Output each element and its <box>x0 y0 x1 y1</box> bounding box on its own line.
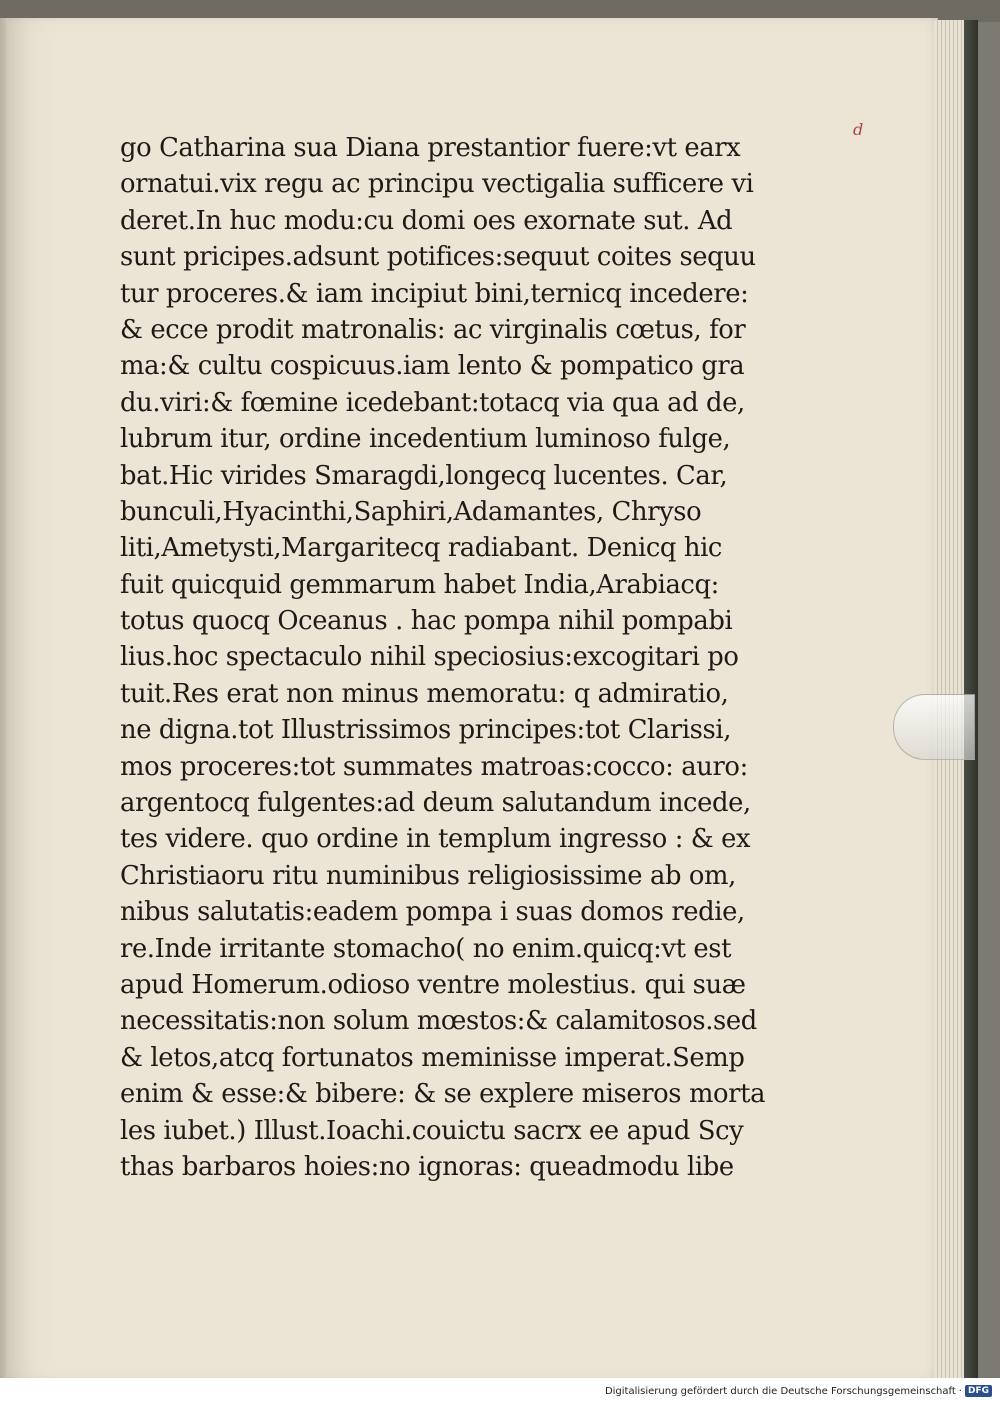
credit-separator: · <box>958 1385 962 1397</box>
text-line: apud Homerum.odioso ventre molestius. qui suæ <box>120 969 746 1000</box>
text-line: & letos,atcq fortunatos meminisse imperat.Semp <box>120 1042 745 1073</box>
text-line: necessitatis:non solum mœstos:& calamitosos.sed <box>120 1006 757 1037</box>
text-line: go Catharina sua Diana prestantior fuere:vt earx <box>120 133 741 163</box>
text-line: Christiaoru ritu numinibus religiosissime ab om, <box>120 860 736 891</box>
text-line: sunt pricipes.adsunt potifices:sequut coites sequu <box>120 242 756 273</box>
text-line: ma:& cultu cospicuus.iam lento & pompatico gra <box>120 351 745 382</box>
text-line: ornatui.vix regu ac principu vectigalia sufficere vi <box>120 169 754 200</box>
text-line: tes videre. quo ordine in templum ingresso : & ex <box>120 824 751 855</box>
text-line: lubrum itur, ordine incedentium luminoso fulge, <box>120 424 731 455</box>
text-line: ne digna.tot Illustrissimos principes:tot Clarissi, <box>120 715 732 746</box>
text-line: lius.hoc spectaculo nihil speciosius:excogitari po <box>120 642 739 673</box>
text-line: fuit quicquid gemmarum habet India,Arabiacq: <box>120 569 719 600</box>
text-line: du.viri:& fœmine icedebant:totacq via qua ad de, <box>120 387 745 418</box>
text-line: tuit.Res erat non minus memoratu: q admiratio, <box>120 678 729 709</box>
text-line: tur proceres.& iam incipiut bini,ternicq incedere: <box>120 278 749 309</box>
text-line: deret.In huc modu:cu domi oes exornate sut. Ad <box>120 205 733 236</box>
glass-page-weight <box>893 694 975 760</box>
text-line: thas barbaros hoies:no ignoras: queadmodu libe <box>120 1151 734 1182</box>
credit-text: Digitalisierung gefördert durch die Deutsche Forschungsgemeinschaft <box>604 1385 956 1397</box>
text-line: bat.Hic virides Smaragdi,longecq lucentes. Car, <box>120 460 728 491</box>
page-text-block <box>120 130 780 1185</box>
text-line: nibus salutatis:eadem pompa i suas domos redie, <box>120 897 745 928</box>
text-line: totus quocq Oceanus . hac pompa nihil pompabi <box>120 606 733 637</box>
text-line: liti,Ametysti,Margaritecq radiabant. Denicq hic <box>120 533 722 564</box>
page-corner-mark: d <box>853 120 864 139</box>
text-line: re.Inde irritante stomacho( no enim.quicq:vt est <box>120 933 732 964</box>
text-line: bunculi,Hyacinthi,Saphiri,Adamantes, Chryso <box>120 496 702 527</box>
text-line: & ecce prodit matronalis: ac virginalis cœtus, for <box>120 314 746 345</box>
text-line: mos proceres:tot summates matroas:cocco: auro: <box>120 751 748 782</box>
text-line: enim & esse:& bibere: & se explere miseros morta <box>120 1079 766 1110</box>
dfg-logo: DFG <box>965 1385 992 1397</box>
text-line: les iubet.) Illust.Ioachi.couictu sacrx ee apud Scy <box>120 1115 744 1146</box>
digitization-credit <box>605 1383 992 1399</box>
text-line: argentocq fulgentes:ad deum salutandum incede, <box>120 788 751 819</box>
